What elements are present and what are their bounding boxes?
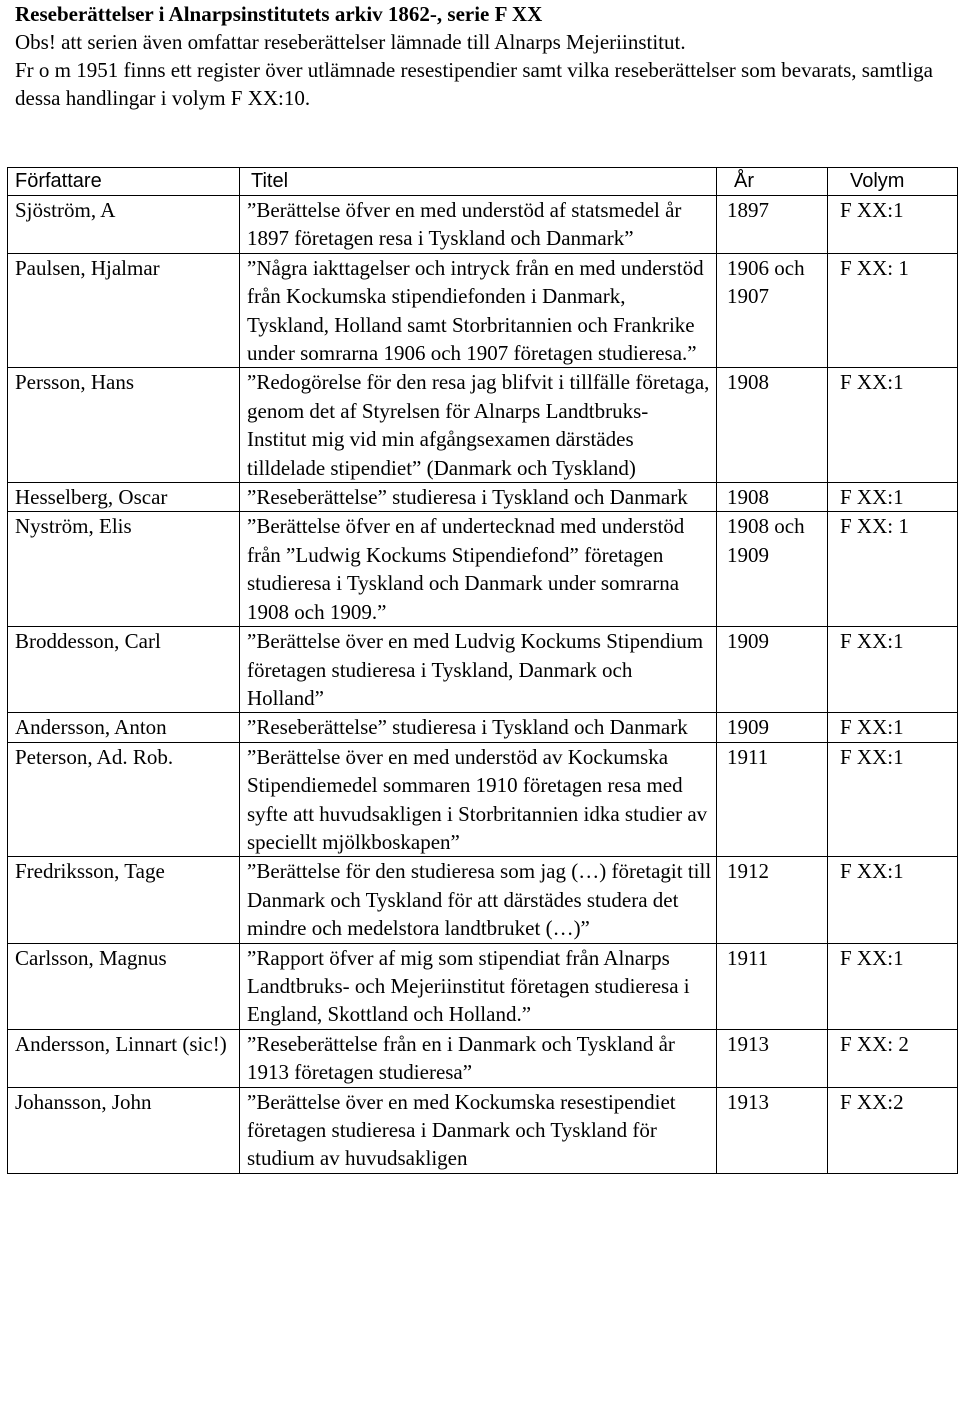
column-header-volume: Volym (828, 168, 958, 196)
table-row (8, 368, 958, 483)
volume-cell: F XX:1 (828, 196, 958, 254)
title-cell: ”Reseberättelse” studieresa i Tyskland och Danmark (240, 483, 717, 512)
author-cell: Paulsen, Hjalmar (8, 253, 240, 368)
author-cell: Nyström, Elis (8, 512, 240, 627)
title-cell: ”Berättelse över en med Kockumska resestipendiet företagen studieresa i Danmark och Tyskland för studium av huvudsakligen (240, 1087, 717, 1173)
column-header-author: Författare (8, 168, 240, 196)
author-cell: Persson, Hans (8, 368, 240, 483)
table-row (8, 1087, 958, 1173)
volume-cell: F XX:1 (828, 943, 958, 1029)
register-table (7, 167, 958, 1174)
document-header (15, 0, 945, 112)
volume-cell: F XX:1 (828, 857, 958, 943)
author-cell: Broddesson, Carl (8, 627, 240, 713)
author-cell: Peterson, Ad. Rob. (8, 742, 240, 857)
year-cell: 1909 (717, 627, 828, 713)
volume-cell: F XX: 1 (828, 512, 958, 627)
year-cell: 1908 (717, 483, 828, 512)
table-row (8, 943, 958, 1029)
table-row (8, 253, 958, 368)
title-cell: ”Berättelse över en med Ludvig Kockums Stipendium företagen studieresa i Tyskland, Danmark och Holland” (240, 627, 717, 713)
table-header-row (8, 168, 958, 196)
column-header-title: Titel (240, 168, 717, 196)
author-cell: Johansson, John (8, 1087, 240, 1173)
author-cell: Andersson, Linnart (sic!) (8, 1029, 240, 1087)
table-row (8, 627, 958, 713)
volume-cell: F XX:2 (828, 1087, 958, 1173)
year-cell: 1906 och 1907 (717, 253, 828, 368)
volume-cell: F XX: 1 (828, 253, 958, 368)
table-row (8, 483, 958, 512)
volume-cell: F XX: 2 (828, 1029, 958, 1087)
table-row (8, 196, 958, 254)
table-row (8, 713, 958, 742)
note-line-1: Obs! att serien även omfattar reseberättelser lämnade till Alnarps Mejeriinstitut. (15, 30, 686, 54)
volume-cell: F XX:1 (828, 483, 958, 512)
title-cell: ”Redogörelse för den resa jag blifvit i tillfälle företaga, genom det af Styrelsen för Alnarps Landtbruks- Institut mig vid min afgångsexamen därstädes tilldelade stipendiet” (Danmark och Tyskland) (240, 368, 717, 483)
year-cell: 1908 (717, 368, 828, 483)
author-cell: Andersson, Anton (8, 713, 240, 742)
title-cell: ”Berättelse över en med understöd av Kockumska Stipendiemedel sommaren 1910 företagen resa med syfte att huvudsakligen i Storbritannien idka studier av speciellt mjölkboskapen” (240, 742, 717, 857)
year-cell: 1913 (717, 1087, 828, 1173)
year-cell: 1908 och 1909 (717, 512, 828, 627)
title-cell: ”Berättelse öfver en af undertecknad med understöd från ”Ludwig Kockums Stipendiefond” företagen studieresa i Tyskland och Danmark under somrarna 1908 och 1909.” (240, 512, 717, 627)
year-cell: 1912 (717, 857, 828, 943)
note-line-2: Fr o m 1951 finns ett register över utlämnade resestipendier samt vilka reseberättelser som bevarats, samtliga dessa handlingar i volym F XX:10. (15, 58, 933, 110)
volume-cell: F XX:1 (828, 742, 958, 857)
table-row (8, 857, 958, 943)
table-row (8, 512, 958, 627)
author-cell: Carlsson, Magnus (8, 943, 240, 1029)
year-cell: 1911 (717, 742, 828, 857)
table-row (8, 1029, 958, 1087)
volume-cell: F XX:1 (828, 713, 958, 742)
author-cell: Sjöström, A (8, 196, 240, 254)
author-cell: Fredriksson, Tage (8, 857, 240, 943)
title-cell: ”Reseberättelse” studieresa i Tyskland och Danmark (240, 713, 717, 742)
year-cell: 1911 (717, 943, 828, 1029)
title-cell: ”Rapport öfver af mig som stipendiat från Alnarps Landtbruks- och Mejeriinstitut företagen studieresa i England, Skottland och Holland.” (240, 943, 717, 1029)
title-cell: ”Reseberättelse från en i Danmark och Tyskland år 1913 företagen studieresa” (240, 1029, 717, 1087)
volume-cell: F XX:1 (828, 368, 958, 483)
author-cell: Hesselberg, Oscar (8, 483, 240, 512)
title-cell: ”Berättelse öfver en med understöd af statsmedel år 1897 företagen resa i Tyskland och Danmark” (240, 196, 717, 254)
title-cell: ”Några iakttagelser och intryck från en med understöd från Kockumska stipendiefonden i Danmark, Tyskland, Holland samt Storbritannien och Frankrike under somrarna 1906 och 1907 företagen studieresa.” (240, 253, 717, 368)
table-row (8, 742, 958, 857)
year-cell: 1913 (717, 1029, 828, 1087)
volume-cell: F XX:1 (828, 627, 958, 713)
title-cell: ”Berättelse för den studieresa som jag (…) företagit till Danmark och Tyskland för att därstädes studera det mindre och medelstora landtbruket (…)” (240, 857, 717, 943)
column-header-year: År (717, 168, 828, 196)
year-cell: 1897 (717, 196, 828, 254)
document-title: Reseberättelser i Alnarpsinstitutets arkiv 1862-, serie F XX (15, 2, 543, 26)
year-cell: 1909 (717, 713, 828, 742)
